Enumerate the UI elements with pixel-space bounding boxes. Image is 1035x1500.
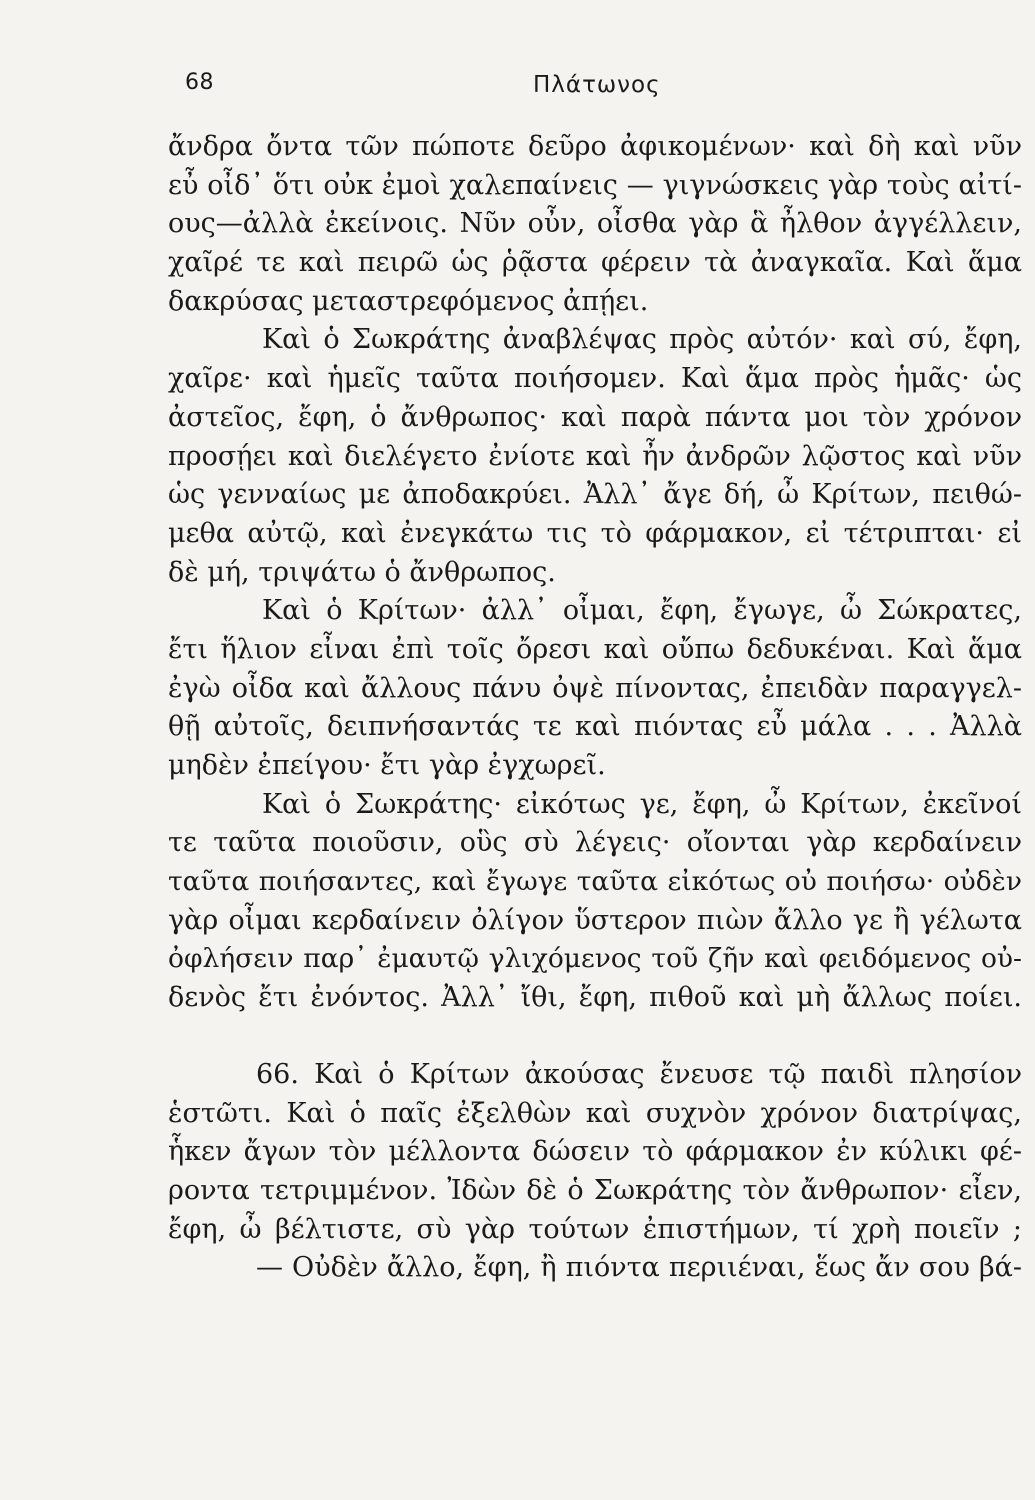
- text-line: θῇ αὐτοῖς, δειπνήσαντάς τε καὶ πιόντας εὖ μάλα . . . Ἀλλὰ: [168, 711, 1022, 743]
- text-line: ἄνδρα ὄντα τῶν πώποτε δεῦρο ἀφικομένων· καὶ δὴ καὶ νῦν: [168, 131, 1022, 162]
- text-line: μεθα αὐτῷ, καὶ ἐνεγκάτω τις τὸ φάρμακον, εἰ τέτριπται· εἰ: [168, 517, 1022, 549]
- text-line: προσῄει καὶ διελέγετο ἐνίοτε καὶ ἦν ἀνδρῶν λῷστος καὶ νῦν: [168, 440, 1022, 472]
- text-line: μηδὲν ἐπείγου· ἔτι γὰρ ἐγχωρεῖ.: [168, 750, 606, 781]
- text-line: — Οὐδὲν ἄλλο, ἔφη, ἢ πιόντα περιιέναι, ἕως ἄν σου βά-: [256, 1252, 1022, 1284]
- text-line: ἀστεῖος, ἔφη, ὁ ἄνθρωπος· καὶ παρὰ πάντα μοι τὸν χρόνον: [168, 401, 1022, 433]
- text-line: ους—ἀλλὰ ἐκείνοις. Νῦν οὖν, οἶσθα γὰρ ἃ ἦλθον ἀγγέλλειν,: [168, 208, 1022, 240]
- text-line: Καὶ ὁ Σωκράτης ἀναβλέψας πρὸς αὐτόν· καὶ σύ, ἔφη,: [262, 324, 1022, 356]
- text-line: δακρύσας μεταστρεφόμενος ἀπῄει.: [168, 285, 649, 317]
- text-line: ἐγὼ οἶδα καὶ ἄλλους πάνυ ὀψὲ πίνοντας, ἐπειδὰν παραγγελ-: [168, 672, 1022, 704]
- text-line: ροντα τετριμμένον. Ἰδὼν δὲ ὁ Σωκράτης τὸν ἄνθρωπον· εἶεν,: [168, 1174, 1022, 1206]
- text-line: εὖ οἶδ᾽ ὅτι οὐκ ἐμοὶ χαλεπαίνεις — γιγνώσκεις γὰρ τοὺς αἰτί-: [168, 169, 1022, 201]
- text-line: δὲ μή, τριψάτω ὁ ἄνθρωπος.: [168, 556, 556, 588]
- text-line: τε ταῦτα ποιοῦσιν, οὓς σὺ λέγεις· οἴονται γὰρ κερδαίνειν: [168, 827, 1022, 859]
- text-line: Καὶ ὁ Σωκράτης· εἰκότως γε, ἔφη, ὦ Κρίτων, ἐκεῖνοί: [262, 788, 1022, 820]
- text-line: δενὸς ἔτι ἐνόντος. Ἀλλ᾽ ἴθι, ἔφη, πιθοῦ καὶ μὴ ἄλλως ποίει.: [168, 982, 1022, 1014]
- text-line: ταῦτα ποιήσαντες, καὶ ἔγωγε ταῦτα εἰκότως οὐ ποιήσω· οὐδὲν: [168, 866, 1022, 898]
- text-line: χαῖρέ τε καὶ πειρῶ ὡς ῥᾷστα φέρειν τὰ ἀναγκαῖα. Καὶ ἅμα: [168, 247, 1022, 279]
- page-number: 68: [185, 70, 214, 95]
- text-line: ἔτι ἥλιον εἶναι ἐπὶ τοῖς ὄρεσι καὶ οὔπω δεδυκέναι. Καὶ ἅμα: [168, 633, 1022, 665]
- text-line: Καὶ ὁ Κρίτων· ἀλλ᾽ οἶμαι, ἔφη, ἔγωγε, ὦ Σώκρατες,: [262, 595, 1022, 627]
- text-line: ἧκεν ἄγων τὸν μέλλοντα δώσειν τὸ φάρμακον ἐν κύλικι φέ-: [168, 1136, 1022, 1168]
- text-line: γὰρ οἶμαι κερδαίνειν ὀλίγον ὕστερον πιὼν ἄλλο γε ἢ γέλωτα: [168, 904, 1022, 936]
- text-line: ἔφη, ὦ βέλτιστε, σὺ γὰρ τούτων ἐπιστήμων, τί χρὴ ποιεῖν ;: [168, 1213, 1022, 1245]
- text-line: ἑστῶτι. Καὶ ὁ παῖς ἐξελθὼν καὶ συχνὸν χρόνον διατρίψας,: [168, 1097, 1022, 1129]
- running-head: Πλάτωνος: [533, 72, 661, 98]
- body-text: [168, 128, 1022, 1288]
- section-start-line: 66. Καὶ ὁ Κρίτων ἀκούσας ἔνευσε τῷ παιδὶ πλησίον: [256, 1058, 1022, 1090]
- text-line: χαῖρε· καὶ ἡμεῖς ταῦτα ποιήσομεν. Καὶ ἅμα πρὸς ἡμᾶς· ὡς: [168, 363, 1022, 395]
- text-line: ὡς γενναίως με ἀποδακρύει. Ἀλλ᾽ ἄγε δή, ὦ Κρίτων, πειθώ-: [168, 479, 1022, 511]
- text-line: ὀφλήσειν παρ᾽ ἐμαυτῷ γλιχόμενος τοῦ ζῆν καὶ φειδόμενος οὐ-: [168, 943, 1022, 975]
